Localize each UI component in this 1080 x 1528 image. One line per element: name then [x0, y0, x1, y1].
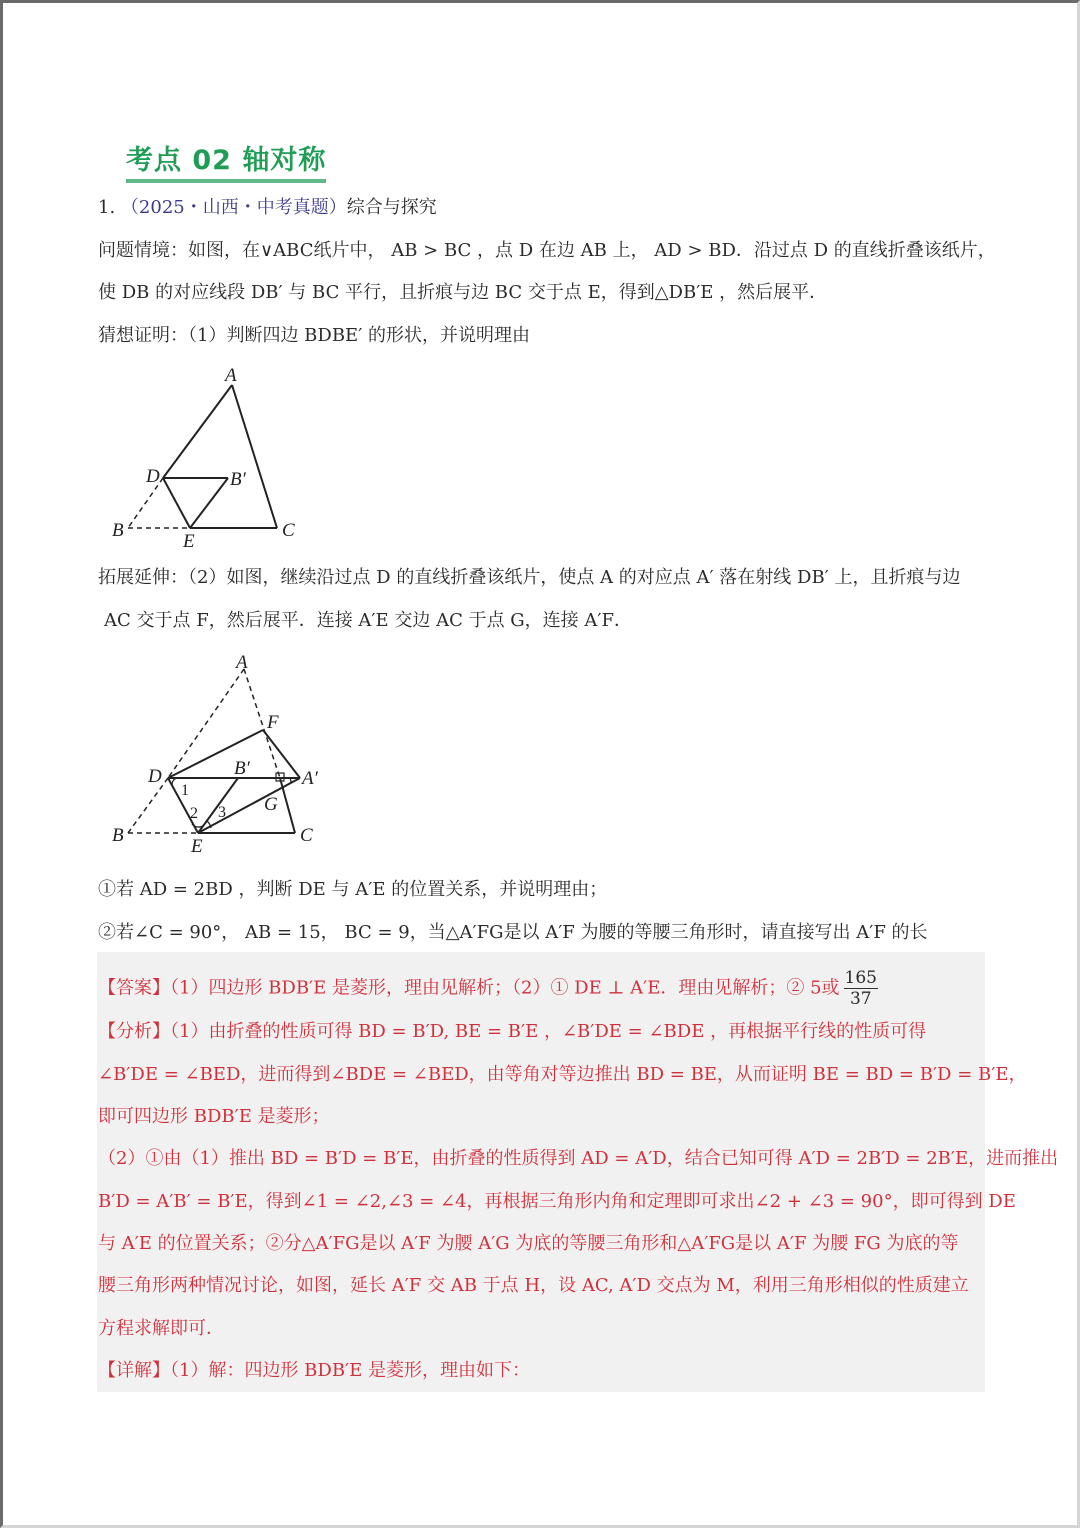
- part1-line: 猜想证明：（1）判断四边 BDBE′ 的形状，并说明理由: [98, 325, 531, 346]
- fig2-label-b: B: [112, 825, 124, 846]
- fig1-label-b: B: [112, 520, 124, 541]
- answer-text: （1）四边形 BDB′E 是菱形，理由见解析；（2）① DE ⊥ A′E．理由见解析；② 5或: [170, 977, 840, 999]
- fig2-label-c: C: [300, 825, 313, 846]
- context-line-2: 使 DB 的对应线段 DB′ 与 BC 平行，且折痕与边 BC 交于点 E，得到△DB′E ，然后展平．: [98, 282, 828, 303]
- answer-box: [97, 952, 985, 1392]
- fig2-label-b-prime: B′: [234, 758, 250, 779]
- detail-line: 【详解】（1）解：四边形 BDB′E 是菱形，理由如下：: [98, 1360, 531, 1381]
- context-line-1: 问题情境：如图，在∨ABC纸片中， AB > BC ，点 D 在边 AB 上， AD > BD．沿过点 D 的直线折叠该纸片，: [98, 240, 996, 261]
- fig2-label-e: E: [191, 836, 203, 857]
- fig1-label-e: E: [183, 531, 195, 552]
- sub-question-2: ②若∠C = 90°， AB = 15， BC = 9，当△A′FG是以 A′F 为腰的等腰三角形时，请直接写出 A′F 的长: [98, 922, 928, 943]
- detail-tag: 【详解】: [98, 1360, 170, 1381]
- part2-line-1: 拓展延伸：（2）如图，继续沿过点 D 的直线折叠该纸片，使点 A 的对应点 A′ 落在射线 DB′ 上，且折痕与边: [98, 567, 961, 588]
- fig1-label-a: A: [225, 365, 237, 386]
- fig2-angle-2: 2: [190, 805, 198, 822]
- fig1-label-b-prime: B′: [230, 469, 246, 490]
- analysis-line-4: （2）①由（1）推出 BD = B′D = B′E，由折叠的性质得到 AD = A′D，结合已知可得 A′D = 2B′D = 2B′E，进而推出: [98, 1148, 1059, 1169]
- part2-line-2: AC 交于点 F，然后展平．连接 A′E 交边 AC 于点 G，连接 A′F．: [104, 610, 632, 631]
- fig1-label-c: C: [282, 520, 295, 541]
- analysis-line-2: ∠B′DE = ∠BED，进而得到∠BDE = ∠BED，由等角对等边推出 BD = BE，从而证明 BE = BD = B′D = B′E，: [98, 1064, 1027, 1085]
- sub-question-1: ①若 AD = 2BD ，判断 DE 与 A′E 的位置关系，并说明理由；: [98, 879, 608, 900]
- fig2-label-f: F: [267, 712, 279, 733]
- answer-tag: 【答案】: [98, 977, 170, 999]
- fig2-label-a: A: [236, 652, 248, 673]
- analysis-line-7: 腰三角形两种情况讨论，如图，延长 A′F 交 AB 于点 H，设 AC, A′D 交点为 M，利用三角形相似的性质建立: [98, 1275, 969, 1296]
- fig2-label-g: G: [264, 794, 278, 815]
- fig2-label-a-prime: A′: [302, 768, 318, 789]
- analysis-line-1: 【分析】（1）由折叠的性质可得 BD = B′D, BE = B′E ，∠B′DE = ∠BDE ，再根据平行线的性质可得: [98, 1021, 927, 1042]
- answer-fraction: $\frac{165}{37}$: [844, 968, 877, 1009]
- section-title: 考点 02 轴对称: [126, 138, 326, 183]
- question-type: 综合与探究: [346, 197, 437, 218]
- analysis-line-3: 即可四边形 BDB′E 是菱形；: [98, 1106, 330, 1127]
- answer-line: [98, 968, 878, 1009]
- analysis-line-6: 与 A′E 的位置关系；②分△A′FG是以 A′F 为腰 A′G 为底的等腰三角形和△A′FG是以 A′F 为腰 FG 为底的等: [98, 1233, 959, 1254]
- fig2-angle-1: 1: [181, 782, 189, 799]
- fig2-angle-3: 3: [218, 804, 226, 821]
- analysis-line-5: B′D = A′B′ = B′E，得到∠1 = ∠2,∠3 = ∠4，再根据三角形内角和定理即可求出∠2 + ∠3 = 90°，即可得到 DE: [98, 1191, 1016, 1212]
- fig2-label-d: D: [148, 766, 162, 787]
- analysis-line-8: 方程求解即可．: [98, 1318, 224, 1339]
- analysis-tag: 【分析】: [98, 1021, 170, 1042]
- question-source: （2025・山西・中考真题）: [120, 197, 347, 218]
- fig1-label-d: D: [146, 466, 160, 487]
- question-number: 1.: [98, 197, 116, 218]
- question-header: [98, 196, 437, 220]
